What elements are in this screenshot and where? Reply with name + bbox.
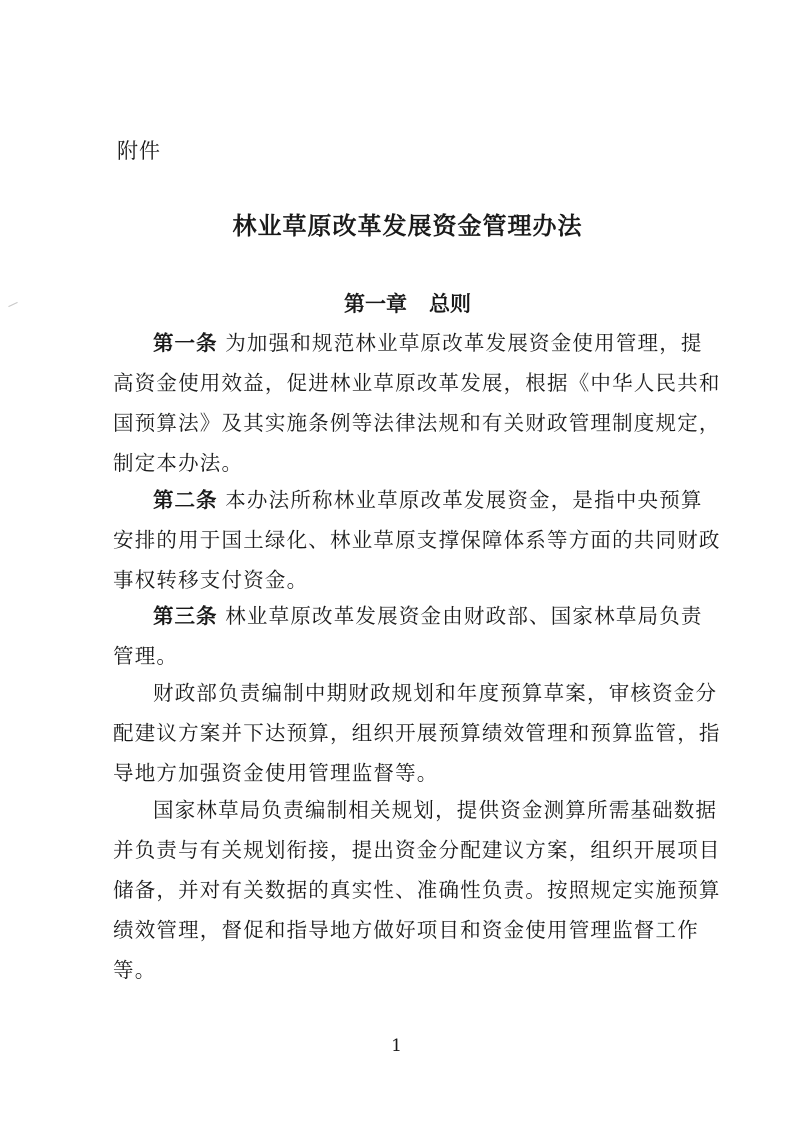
article-text: 本办法所称林业草原改革发展资金，是指中央预算 bbox=[225, 488, 703, 512]
chapter-heading bbox=[0, 289, 793, 319]
paragraph-line: 国家林草局负责编制相关规划，提供资金测算所需基础数据 bbox=[153, 798, 718, 822]
chapter-number: 第一章 bbox=[344, 292, 407, 316]
article-line: 制定本办法。 bbox=[113, 451, 244, 475]
attachment-label: 附件 bbox=[117, 139, 161, 163]
article-1 bbox=[113, 323, 721, 483]
article-line: 高资金使用效益，促进林业草原改革发展，根据《中华人民共和 bbox=[113, 371, 721, 395]
article-heading: 第一条 bbox=[153, 331, 218, 355]
article-text: 为加强和规范林业草原改革发展资金使用管理，提 bbox=[225, 331, 703, 355]
article-line: 安排的用于国土绿化、林业草原支撑保障体系等方面的共同财政 bbox=[113, 528, 721, 552]
chapter-name: 总则 bbox=[429, 292, 471, 316]
paragraph-line: 等。 bbox=[113, 958, 157, 982]
paragraph-line: 财政部负责编制中期财政规划和年度预算草案，审核资金分 bbox=[153, 681, 718, 705]
article-text: 林业草原改革发展资金由财政部、国家林草局负责 bbox=[225, 604, 703, 628]
paragraph-line: 储备，并对有关数据的真实性、准确性负责。按照规定实施预算 bbox=[113, 878, 721, 902]
article-line bbox=[113, 323, 703, 363]
document-title: 林业草原改革发展资金管理办法 bbox=[232, 212, 583, 240]
article-line bbox=[113, 480, 703, 520]
page-number: 1 bbox=[391, 1036, 402, 1056]
article-heading: 第三条 bbox=[153, 604, 218, 628]
paragraph-line: 导地方加强资金使用管理监督等。 bbox=[113, 761, 439, 785]
paragraph-line: 配建议方案并下达预算，组织开展预算绩效管理和预算监管，指 bbox=[113, 721, 721, 745]
paragraph-line: 绩效管理，督促和指导地方做好项目和资金使用管理监督工作 bbox=[113, 918, 699, 942]
paragraph-mof bbox=[113, 673, 721, 793]
article-line: 国预算法》及其实施条例等法律法规和有关财政管理制度规定， bbox=[113, 411, 721, 435]
paragraph-nfga bbox=[113, 790, 721, 990]
article-line: 管理。 bbox=[113, 644, 179, 668]
paragraph-line: 并负责与有关规划衔接，提出资金分配建议方案，组织开展项目 bbox=[113, 838, 721, 862]
article-line bbox=[113, 596, 703, 636]
article-heading: 第二条 bbox=[153, 488, 218, 512]
article-line: 事权转移支付资金。 bbox=[113, 568, 309, 592]
article-2 bbox=[113, 480, 721, 600]
article-3 bbox=[113, 596, 703, 676]
